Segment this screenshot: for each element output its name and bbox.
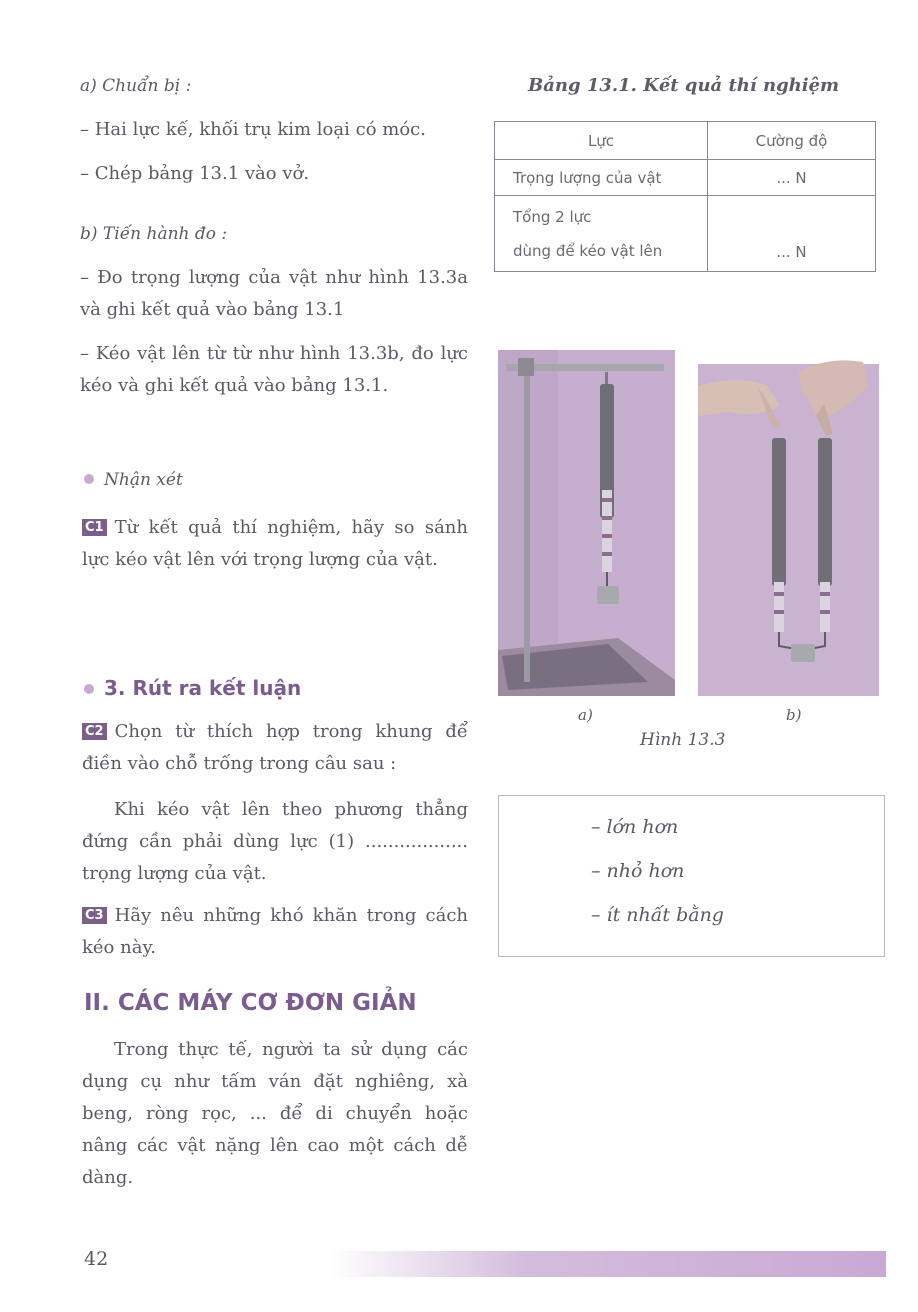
bullet-dot-icon bbox=[84, 684, 94, 694]
section-ii-text: Trong thực tế, người ta sử dụng các dụng cụ như tấm ván đặt nghiêng, xà beng, ròng rọc, ... để di chuyển hoặc nâng các vật nặng lên cao một cách dễ dàng. bbox=[82, 1039, 468, 1188]
remark-heading bbox=[84, 470, 183, 490]
question-c1 bbox=[82, 512, 468, 576]
table-row-weight-label: Trọng lượng của vật bbox=[495, 160, 708, 196]
section-3-title bbox=[84, 676, 301, 700]
word-choice-1: – lớn hơn bbox=[591, 816, 679, 838]
section-ii-title: II. CÁC MÁY CƠ ĐƠN GIẢN bbox=[84, 990, 417, 1016]
c2-badge: C2 bbox=[82, 723, 107, 740]
table-row-total-label bbox=[495, 196, 708, 272]
results-table bbox=[494, 121, 876, 272]
c2-sentence: Khi kéo vật lên theo phương thẳng đứng cần phải dùng lực (1) .................. trọng lượng của vật. bbox=[82, 799, 468, 884]
table-header-magnitude: Cường độ bbox=[708, 122, 876, 160]
figure-caption: Hình 13.3 bbox=[640, 730, 726, 750]
footer-decorative-bar bbox=[330, 1251, 886, 1277]
c1-text: Từ kết quả thí nghiệm, hãy so sánh lực kéo vật lên với trọng lượng của vật. bbox=[82, 517, 468, 570]
question-c2 bbox=[82, 716, 468, 780]
table-row-total-value: ... N bbox=[708, 196, 876, 272]
section-3-title-label: 3. Rút ra kết luận bbox=[104, 676, 302, 700]
page-number: 42 bbox=[84, 1248, 109, 1270]
remark-heading-label: Nhận xét bbox=[104, 470, 183, 490]
table-row-total-label-line1: Tổng 2 lực bbox=[513, 207, 592, 226]
prep-item-1: – Hai lực kế, khối trụ kim loại có móc. bbox=[80, 119, 426, 140]
word-choice-box bbox=[498, 795, 885, 957]
figure-label-a: a) bbox=[578, 706, 593, 724]
word-choice-3: – ít nhất bằng bbox=[591, 904, 724, 926]
figure-13-3b-photo bbox=[698, 346, 879, 696]
c3-badge: C3 bbox=[82, 907, 107, 924]
bullet-dot-icon bbox=[84, 474, 94, 484]
table-header-force: Lực bbox=[495, 122, 708, 160]
figure-13-3a-photo bbox=[498, 350, 675, 696]
table-caption: Bảng 13.1. Kết quả thí nghiệm bbox=[528, 75, 840, 96]
procedure-heading: b) Tiến hành đo : bbox=[80, 224, 228, 244]
c1-badge: C1 bbox=[82, 519, 107, 536]
stand-spring-scale-illustration bbox=[498, 350, 675, 696]
word-choice-2: – nhỏ hơn bbox=[591, 860, 685, 882]
figure-label-b: b) bbox=[786, 706, 802, 724]
procedure-item-2: – Kéo vật lên từ từ như hình 13.3b, đo lực kéo và ghi kết quả vào bảng 13.1. bbox=[80, 343, 468, 396]
procedure-item-1: – Đo trọng lượng của vật như hình 13.3a và ghi kết quả vào bảng 13.1 bbox=[80, 267, 468, 320]
prep-item-2: – Chép bảng 13.1 vào vở. bbox=[80, 163, 310, 184]
question-c3 bbox=[82, 900, 468, 964]
table-row-weight-value: ... N bbox=[708, 160, 876, 196]
c2-text: Chọn từ thích hợp trong khung để điền vào chỗ trống trong câu sau : bbox=[82, 721, 468, 774]
c3-text: Hãy nêu những khó khăn trong cách kéo này. bbox=[82, 905, 468, 958]
table-row-total-label-line2: dùng để kéo vật lên bbox=[513, 241, 663, 260]
prep-heading: a) Chuẩn bị : bbox=[80, 76, 192, 96]
hands-two-spring-scales-illustration bbox=[698, 346, 879, 696]
